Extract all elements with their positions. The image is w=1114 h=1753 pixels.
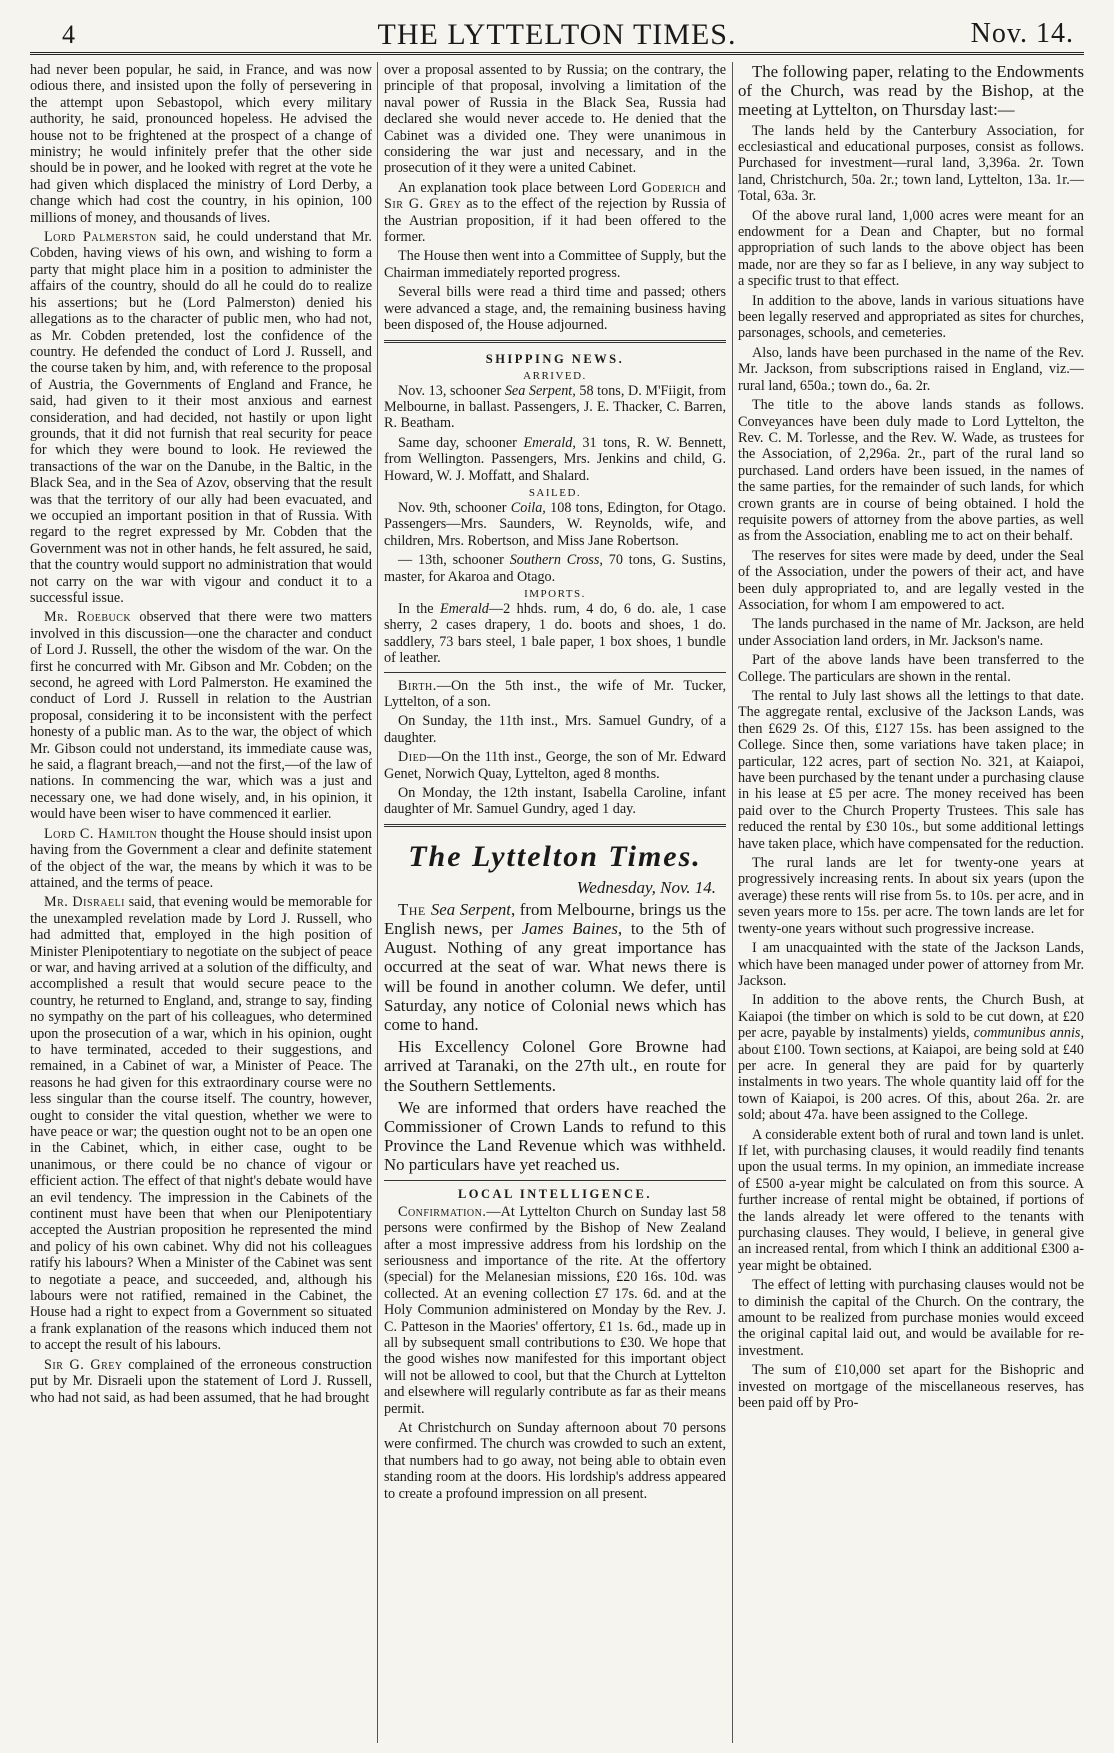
paragraph: The rental to July last shows all the lettings to that date. The aggregate rental, exclusive of the Jackson Lands, was then £629 2s. Of this, £127 15s. has been assigned to the College. Since then, some variations have taken place; in particular, 122 acres, part of section No. 321, at Kaiapoi, have been purchased by the tenant under a purchasing clause in his lease at £5 per acre. The money received has been paid over to the Church Property Trustees. This sale has reduced the rental by £30 10s., but some additional lettings have taken place, which have compensated for the reduction. bbox=[738, 688, 1084, 852]
paragraph: The lands purchased in the name of Mr. Jackson, are held under Association land orders, in Mr. Jackson's name. bbox=[738, 616, 1084, 649]
paragraph: In addition to the above, lands in various situations have been legally reserved and appropriated as sites for churches, parsonages, schools, and cemeteries. bbox=[738, 292, 1084, 342]
text: , to the 5th of August. Nothing of any great importance has occurred at the seat of war. What news there is will be found in another column. We defer, until Saturday, any notice of Colonial news which has come to hand. bbox=[384, 919, 726, 1035]
paragraph: over a proposal assented to by Russia; on the contrary, the principle of that proposal, involving a limitation of the naval power of Russia in the Black Sea, Russia had declared she would never accede to. He denied that the Cabinet was a divided one. They were unanimous in considering the war just and necessary, and in the prosecution of it they were a united Cabinet. bbox=[384, 62, 726, 177]
notice bbox=[384, 678, 726, 711]
editorial-masthead: The Lyttelton Times. bbox=[408, 839, 702, 873]
paragraph bbox=[384, 180, 726, 246]
column-divider bbox=[377, 62, 378, 1743]
paragraph bbox=[384, 900, 726, 1034]
text: and bbox=[700, 179, 726, 196]
text: Same day, schooner bbox=[398, 434, 524, 451]
paragraph: At Christchurch on Sunday afternoon about 70 persons were confirmed. The church was crowded to such an extent, that numbers had to go away, not being able to obtain even standing room at the doors. His lordship's address appeared to create a profound impression on all present. bbox=[384, 1419, 726, 1502]
ship-name: James Baines bbox=[521, 919, 618, 939]
text: , about £100. Town sections, at Kaiapoi, are being sold at £40 per acre. In general they are paid for by quarterly instalments in two years. The whole quantity laid off for the town of Kaiapoi, is 200 acres. Of this, about 26a. 2r. are sold; about 47a. have been assigned to the College. bbox=[738, 1025, 1084, 1124]
paragraph: The sum of £10,000 set apart for the Bishopric and invested on mortgage of the miscellaneous reserves, has been paid off by Pro- bbox=[738, 1362, 1084, 1412]
text: An explanation took place between Lord bbox=[398, 179, 642, 196]
paragraph: Part of the above lands have been transferred to the College. The particulars are shown in the rental. bbox=[738, 652, 1084, 685]
paragraph bbox=[30, 894, 372, 1353]
paragraph bbox=[30, 1357, 372, 1406]
text: 31 tons, R. W. Bennett, from Wellington. Passengers, Mrs. Jenkins and child, G. Howard, W. J. Moffatt, and Shalard. bbox=[384, 434, 726, 484]
paragraph: Several bills were read a third time and passed; others were advanced a stage, and, the remaining business having been disposed of, the House adjourned. bbox=[384, 284, 726, 334]
notice-label: Died bbox=[398, 749, 427, 766]
paragraph: The House then went into a Committee of Supply, but the Chairman immediately reported progress. bbox=[384, 248, 726, 281]
paragraph: The title to the above lands stands as follows. Conveyances have been duly made to Lord Lyttelton, the Rev. C. M. Torlesse, and the Rev. W. Wade, as trustees for the Association, of 2,296a. 2r., part of the rural land so purchased. Land orders have been issued, in the names of the same parties, for the remainder of such lands, for which crown grants are in course of being obtained. I hold the requisite powers of attorney from the above parties, as well as from the Association, enabling me to act on their behalf. bbox=[738, 397, 1084, 545]
text: —At Lyttelton Church on Sunday last 58 persons were confirmed by the Bishop of New Zealand after a most impressive address from his lordship on the seriousness and importance of the rite. At the offertory (special) for the Melanesian missions, £20 16s. 10d. was collected. At an evening collection £7 17s. 6d. and at the Holy Communion administered on Monday by the Rev. J. C. Patteson in the Maories' offertory, £1 1s. 6d., made up in all by subsequent small contributions to £30. We hope that the good wishes now manifested for this important object will not be allowed to cool, but that the Church at Lyttelton and elsewhere will regularly contribute as far as their means permit. bbox=[384, 1203, 726, 1417]
ship-name: Coila, bbox=[510, 499, 546, 516]
section-rule bbox=[384, 340, 726, 346]
shipping-entry bbox=[384, 383, 726, 432]
article-intro bbox=[738, 62, 1084, 120]
subheading: IMPORTS. bbox=[524, 587, 586, 600]
text: 108 tons, Edington, for Otago. Passengers—Mrs. Saunders, W. Reynolds, wife, and children, Mrs. Robertson, and Miss Jane Robertson. bbox=[384, 499, 726, 549]
paragraph bbox=[30, 229, 372, 606]
subheading: SAILED. bbox=[528, 486, 582, 499]
paragraph: We are informed that orders have reached the Commissioner of Crown Lands to refund to this Province the Land Revenue which was withheld. No particulars have yet reached us. bbox=[384, 1097, 726, 1175]
column-divider bbox=[732, 62, 733, 1743]
text: 70 tons, G. Sustins, master, for Akaroa and Otago. bbox=[384, 552, 726, 585]
paragraph: I am unacquainted with the state of the Jackson Lands, which have been managed under power of attorney from Mr. Jackson. bbox=[738, 940, 1084, 989]
ship-name: Southern Cross, bbox=[509, 552, 603, 569]
paragraph-text: said, that evening would be memorable for the unexampled revelation made by Lord J. Russell, who had admitted that, employed in the high position of Minister Plenipotentiary to negotiate on the subject of peace or war, and having arrived at a solution of the difficulty, and accomplished a result that would secure peace to the country, he returned to England, and, strange to say, finding no sympathy on the part of his colleagues, who determined upon the prosecution of a war, which in his opinion, ought to have terminated, acceded to their suggestions, and remained, in a Cabinet of war, a Minister of Peace. The reasons he had given for this extraordinary course were no less singular than the course itself. The country, however, ought to consider the vital question, whether we were to have peace or war; the question ought not to be an open one in the Cabinet, which, in either case, ought to be unanimous, or there could be no chance of vigour or efficient action. The effect of that night's debate would have an evil tendency. The impression in the Cabinets of the continent must have been that when our Plenipotentiary accepted the Austrian proposition he represented the mind and policy of his own cabinet. Why did not his colleagues ratify his labours? When a Minister of the Cabinet was sent to negotiate a peace, and succeeded, and, although his labours were not ratified, remained in the Cabinet, the House had a right to expect from a Government so situated a frank explanation of the reasons which induced them not to accept the result of his labours. bbox=[30, 894, 372, 1354]
notice: On Sunday, the 11th inst., Mrs. Samuel Gundry, of a daughter. bbox=[384, 713, 726, 746]
text: In addition to the above rents, the Church Bush, at Kaiapoi (the timber on which is sold to be cut down, at £20 per acre, payable by instalments) yields, bbox=[738, 992, 1084, 1042]
notice-label: Birth. bbox=[398, 677, 437, 694]
text: Nov. 9th, schooner bbox=[398, 499, 511, 516]
issue-date: Nov. 14. bbox=[970, 18, 1074, 49]
text: — 13th, schooner bbox=[398, 552, 510, 569]
section-rule bbox=[384, 824, 726, 830]
text: —On the 11th inst., George, the son of Mr. Edward Genet, Norwich Quay, Lyttelton, aged 8 months. bbox=[384, 749, 726, 782]
section-rule bbox=[384, 1180, 726, 1181]
speaker-name: Sir G. Grey bbox=[44, 1356, 123, 1373]
paragraph: Also, lands have been purchased in the name of the Rev. Mr. Jackson, from subscriptions raised in England, viz.—rural land, 650a.; town do., 6a. 2r. bbox=[738, 344, 1084, 394]
text: The bbox=[398, 899, 431, 919]
text: 58 tons, D. M'Fiigit, from Melbourne, in ballast. Passengers, J. E. Thacker, C. Barren, R. Beatham. bbox=[384, 382, 726, 432]
paragraph: The reserves for sites were made by deed, under the Seal of the Association, under the powers of their act, and have been duly appropriated to, and are legally vested in the Association, for whom I am empowered to act. bbox=[738, 547, 1084, 613]
shipping-entry bbox=[384, 601, 726, 667]
italic-phrase: communibus annis bbox=[973, 1025, 1081, 1042]
subheading: ARRIVED. bbox=[523, 369, 587, 382]
paragraph: The effect of letting with purchasing clauses would not be to diminish the capital of the Church. On the contrary, the amount to be realized from purchase monies would exceed the original capital laid out, and would be available for re-investment. bbox=[738, 1277, 1084, 1359]
section-heading: LOCAL INTELLIGENCE. bbox=[457, 1186, 653, 1201]
text: —2 hhds. rum, 4 do, 6 do. ale, 1 case sherry, 2 cases drapery, 1 do. boots and shoes, 1 do. saddlery, 73 bars steel, 1 bale paper, 1 box shoes, 1 bundle of leather. bbox=[384, 600, 726, 667]
newspaper-title: THE LYTTELTON TIMES. bbox=[377, 18, 737, 51]
section-heading: SHIPPING NEWS. bbox=[485, 351, 625, 366]
notice bbox=[384, 749, 726, 782]
paragraph: Of the above rural land, 1,000 acres were meant for an endowment for a Dean and Chapter, but no formal appropriation of such lands to the above object has been made, nor are they so far as I believe, in any way subject to a specific trust to that effect. bbox=[738, 207, 1084, 290]
shipping-entry bbox=[384, 500, 726, 549]
speaker-name: Mr. Roebuck bbox=[44, 609, 132, 626]
text: as to the effect of the rejection by Russia of the Austrian proposition, if it had been offered to the former. bbox=[384, 196, 726, 246]
paragraph-label: Confirmation. bbox=[398, 1203, 487, 1220]
paragraph-text: observed that there were two matters involved in this discussion—one the character and conduct of Lord J. Russell, the other the wisdom of the war. On the first he concurred with Mr. Gibson and Mr. Cobden; on the second, he agreed with Lord Palmerston. He examined the conduct of Lord J. Russell in relation to the Austrian proposal, considering it to be inconsistent with the perfect honesty of a public man. As to the war, the object of which Mr. Gibson could not understand, its immediate cause was, he said, a flagrant breach,—and not the first,—of the law of nations. In commencing the war, which was a just and necessary one, we had done wisely, and, in his opinion, it would have been wiser to have commenced it earlier. bbox=[30, 609, 372, 823]
text: —On the 5th inst., the wife of Mr. Tucker, Lyttelton, of a son. bbox=[384, 677, 726, 710]
speaker-name: Lord Palmerston bbox=[44, 229, 157, 246]
column-2 bbox=[384, 62, 726, 1743]
shipping-entry bbox=[384, 435, 726, 484]
text: Nov. 13, schooner bbox=[398, 382, 505, 399]
speaker-name: Goderich bbox=[641, 179, 701, 196]
text: , from Melbourne, brings us the English news, per bbox=[384, 899, 726, 939]
page-number: 4 bbox=[62, 20, 75, 49]
paragraph: His Excellency Colonel Gore Browne had arrived at Taranaki, on the 27th ult., en route for the Southern Settlements. bbox=[384, 1037, 726, 1095]
column-3 bbox=[738, 62, 1084, 1743]
paragraph-text: complained of the erroneous construction put by Mr. Disraeli upon the statement of Lord J. Russell, who had not said, as had been assumed, that he had brought bbox=[30, 1356, 372, 1406]
text: In the bbox=[398, 600, 441, 617]
paragraph-text: said, he could understand that Mr. Cobden, having views of his own, and wishing to form a party that might place him in a position to administer the affairs of the country, should do all he could do to realize his assertions; but he (Lord Palmerston) denied his allegations as to the character of public men, who had not, as Mr. Cobden pretended, lost the confidence of the country. He defended the conduct of Lord J. Russell, and the course taken by him, and, with reference to the proposal of Austria, the Governments of England and France, he said, had given to it their most anxious and earnest consideration, and had decided, not hastily or upon light grounds, that it did not furnish that real security for peace for which they were bound to look. He reviewed the transactions of the war on the Danube, in the Baltic, in the Black Sea, and in the Sea of Azov, observing that the result was that the territory of our ally had been evacuated, and we occupied an important position in that of Russia. With regard to the regret expressed by Mr. Cobden that the Government was not in other hands, he felt assured, he said, that the country would support no administration that would not carry on the war with vigour and conduct it to a successful issue. bbox=[30, 229, 372, 606]
editorial-dateline: Wednesday, Nov. 14. bbox=[576, 877, 716, 897]
page-header bbox=[0, 0, 1114, 58]
paragraph: The rural lands are let for twenty-one years at progressively increasing rents. In about six years (upon the average) these rents will rise from 5s. to 10s. per acre, and in seven years more to 15s. per acre. The town lands are let for twenty-one years without such progressive increase. bbox=[738, 855, 1084, 937]
paragraph-text: thought the House should insist upon having from the Government a clear and definite statement of the object of the war, the means by which it was to be attained, and the terms of peace. bbox=[30, 825, 372, 891]
paragraph bbox=[738, 992, 1084, 1123]
section-rule bbox=[384, 672, 726, 673]
editorial-body bbox=[384, 900, 726, 1175]
ship-name: Sea Serpent, bbox=[504, 382, 576, 399]
ship-name: Emerald bbox=[440, 600, 489, 617]
header-rule bbox=[30, 52, 1084, 59]
paragraph bbox=[30, 826, 372, 892]
shipping-entry bbox=[384, 552, 726, 585]
column-1 bbox=[30, 62, 372, 1743]
paragraph: The following paper, relating to the Endowments of the Church, was read by the Bishop, at the meeting at Lyttelton, on Thursday last:— bbox=[738, 62, 1084, 120]
ship-name: Emerald, bbox=[523, 434, 576, 451]
paragraph bbox=[384, 1204, 726, 1417]
paragraph: The lands held by the Canterbury Association, for ecclesiastical and educational purposes, consist as follows. Purchased for investment—rural land, 3,396a. 2r. Town land, Christchurch, 50a. 2r.; town land, Lyttelton, 13a. 1r.—Total, 63a. 3r. bbox=[738, 122, 1084, 205]
ship-name: Sea Serpent bbox=[430, 899, 511, 919]
speaker-name: Mr. Disraeli bbox=[44, 894, 126, 911]
paragraph: had never been popular, he said, in France, and was now odious there, and insisted upon the folly of persevering in the attempt upon Sebastopol, which every military authority, he said, pronounced hopeless. He advised the house not to be frightened at the prospect of a change of ministry; he would infinitely prefer that the other side should be in power, and he looked with regret at the vote he had given which displaced the ministry of Lord Derby, a change which had cost the country, in his opinion, 100 millions of money, and thousands of lives. bbox=[30, 62, 372, 226]
paragraph bbox=[30, 609, 372, 822]
paragraph: A considerable extent both of rural and town land is unlet. If let, with purchasing clauses, it would readily find tenants upon the usual terms. In my opinion, an immediate increase of £500 a-year might be calculated on from this source. A further increase of rental might be obtained, if portions of the lands already let were offered to the tenants with purchasing clauses. They would, I believe, in general give an increased rental, from which I think an additional £300 a-year might be obtained. bbox=[738, 1126, 1084, 1274]
speaker-name: Lord C. Hamilton bbox=[44, 825, 158, 842]
speaker-name: Sir G. Grey bbox=[384, 196, 462, 213]
notice: On Monday, the 12th instant, Isabella Caroline, infant daughter of Mr. Samuel Gundry, aged 1 day. bbox=[384, 785, 726, 818]
